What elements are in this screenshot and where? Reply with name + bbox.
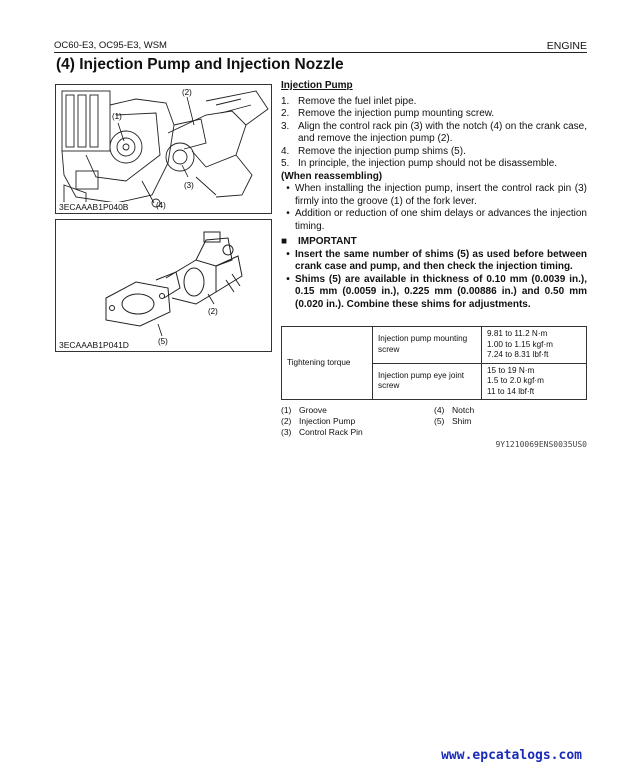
document-code: 9Y1210069ENS0035US0 [495, 440, 587, 449]
tightening-torque-table [281, 326, 587, 400]
figure-pump-shims [55, 219, 272, 352]
header-section: ENGINE [546, 40, 587, 52]
table-row [282, 327, 587, 364]
legend-item: (5) Shim [434, 416, 472, 426]
figure1-callout-4: (4) [156, 201, 166, 210]
reassembling-heading: (When reassembling) [281, 170, 383, 182]
procedure-text [281, 80, 587, 311]
legend-item: (3) Control Rack Pin [281, 427, 363, 437]
figure1-callout-3: (3) [184, 181, 194, 190]
step-item: 1. Remove the fuel inlet pipe. [281, 95, 417, 107]
important-heading: ■ IMPORTANT [281, 236, 357, 247]
important-item: • Shims (5) are available in thickness of 0.10 mm (0.0039 in.), 0.15 mm (0.0059 in.), 0.225 mm (0.00886 in.) and 0.50 mm (0.020 in.). Combine these shims for adjustments. [286, 273, 587, 310]
figure-pump-mounting [55, 84, 272, 214]
figure1-code: 3ECAAAB1P040B [59, 202, 129, 212]
figure1-callout-2: (2) [182, 88, 192, 97]
step-item: 3. Align the control rack pin (3) with the notch (4) on the crank case, and remove the injection pump (2). [281, 120, 587, 144]
reassembling-notes [281, 183, 587, 233]
legend-left [281, 405, 363, 438]
removal-steps [281, 96, 587, 171]
torque-item: Injection pump eye joint screw [373, 363, 482, 400]
legend-item: (4) Notch [434, 405, 475, 415]
torque-values: 9.81 to 11.2 N·m 1.00 to 1.15 kgf·m 7.24 to 8.31 lbf·ft [482, 327, 587, 364]
section-title: (4) Injection Pump and Injection Nozzle [56, 56, 344, 73]
figure2-code: 3ECAAAB1P041D [59, 340, 129, 350]
torque-values: 15 to 19 N·m 1.5 to 2.0 kgf·m 11 to 14 lbf·ft [482, 363, 587, 400]
note-item: • When installing the injection pump, insert the control rack pin (3) firmly into the groove (1) of the fork lever. [286, 183, 587, 207]
legend-item: (1) Groove [281, 405, 327, 415]
torque-label: Tightening torque [282, 327, 373, 400]
figure2-callout-5: (5) [158, 337, 168, 346]
step-item: 4. Remove the injection pump shims (5). [281, 145, 466, 157]
important-notes [281, 249, 587, 312]
engine-illustration [56, 85, 271, 213]
figure1-callout-1: (1) [112, 112, 122, 121]
important-square-icon: ■ [281, 236, 288, 247]
figure2-callout-2: (2) [208, 307, 218, 316]
footer-url[interactable]: www.epcatalogs.com [441, 748, 582, 763]
step-item: 2. Remove the injection pump mounting screw. [281, 108, 495, 119]
legend-right [434, 405, 474, 427]
important-item: • Insert the same number of shims (5) as used before between crank case and pump, and then check the injection timing. [286, 248, 587, 272]
header-model: OC60-E3, OC95-E3, WSM [54, 40, 167, 51]
step-item: 5. In principle, the injection pump should not be disassemble. [281, 158, 558, 169]
legend-item: (2) Injection Pump [281, 416, 356, 426]
pump-shim-illustration [56, 220, 271, 351]
torque-item: Injection pump mounting screw [373, 327, 482, 364]
header-rule [54, 52, 587, 53]
subheading-injection-pump: Injection Pump [281, 80, 353, 91]
note-item: • Addition or reduction of one shim delays or advances the injection timing. [286, 208, 587, 232]
